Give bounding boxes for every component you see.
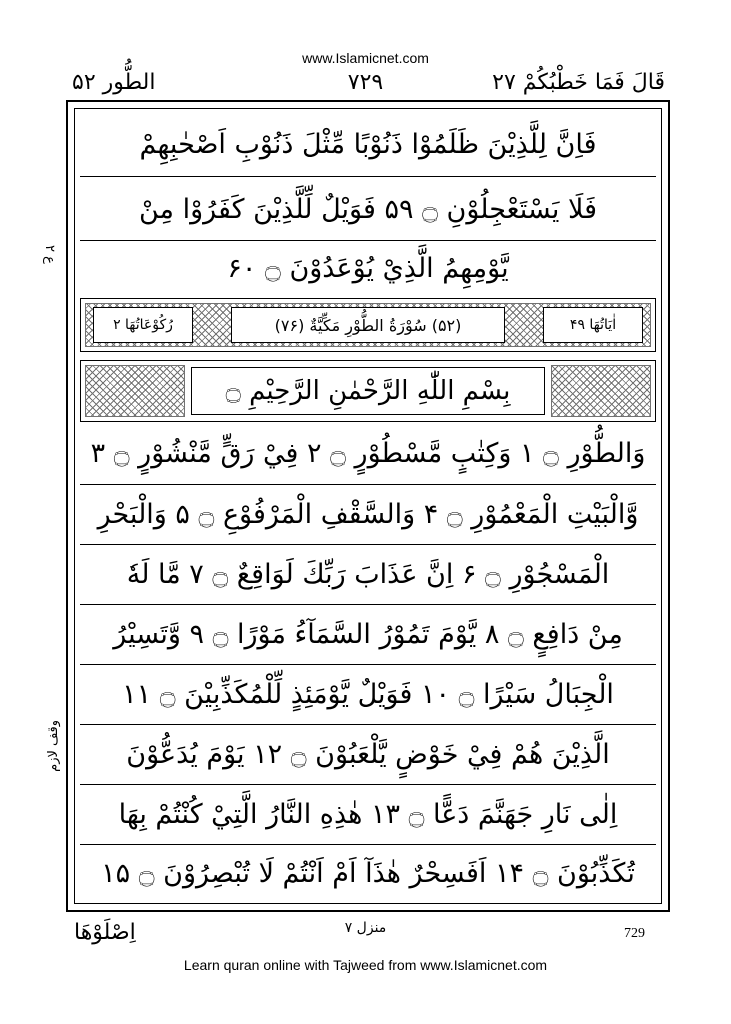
- verse-line: يَّوْمِهِمُ الَّذِيْ يُوْعَدُوْنَ ۝ ۶۰: [227, 252, 509, 284]
- verse-line: اِلٰى نَارِ جَهَنَّمَ دَعًّا ۝ ۱۳ هٰذِهِ النَّارُ الَّتِيْ كُنْتُمْ بِهَا: [118, 798, 618, 830]
- bismillah-banner: [80, 360, 656, 422]
- line-divider: [80, 724, 656, 725]
- verse-line: الْجِبَالُ سَيْرًا ۝ ۱۰ فَوَيْلٌ يَّوْمَئِذٍ لِّلْمُكَذِّبِيْنَ ۝ ۱۱: [122, 678, 614, 710]
- surah-title: (۵۲) سُوْرَةُ الطُّوْرِ مَكِّيَّةٌ (۷۶): [231, 307, 505, 343]
- line-divider: [80, 176, 656, 177]
- verse-line: الَّذِيْنَ هُمْ فِيْ خَوْضٍ يَّلْعَبُوْنَ ۝ ۱۲ يَوْمَ يُدَعُّوْنَ: [126, 738, 610, 770]
- ayat-count: اٰيَاتُهَا ۴۹: [543, 307, 643, 343]
- verse-line: الْمَسْجُوْرِ ۝ ۶ اِنَّ عَذَابَ رَبِّكَ لَوَاقِعٌ ۝ ۷ مَّا لَهٗ: [126, 558, 610, 590]
- site-url: www.Islamicnet.com: [302, 50, 429, 66]
- verse-line: وَّالْبَيْتِ الْمَعْمُوْرِ ۝ ۴ وَالسَّقْفِ الْمَرْفُوْعِ ۝ ۵ وَالْبَحْرِ: [97, 498, 639, 530]
- line-divider: [80, 844, 656, 845]
- verse-line: وَالطُّوْرِ ۝ ۱ وَكِتٰبٍ مَّسْطُوْرٍ ۝ ۲ فِيْ رَقٍّ مَّنْشُوْرٍ ۝ ۳: [90, 437, 646, 469]
- surah-header: الطُّور ۵۲: [72, 70, 156, 95]
- juz-header: قَالَ فَمَا خَطْبُكُمْ ۲۷: [492, 70, 665, 95]
- verse-line: فَاِنَّ لِلَّذِيْنَ ظَلَمُوْا ذَنُوْبًا مِّثْلَ ذَنُوْبِ اَصْحٰبِهِمْ: [139, 128, 597, 160]
- line-divider: [80, 484, 656, 485]
- ruku-count: رُكُوْعَاتُهَا ۲: [93, 307, 193, 343]
- catchword: اِصْلَوْهَا: [74, 920, 136, 945]
- waqf-margin-note: وقف لازم: [46, 720, 61, 772]
- ornament-left: [85, 365, 185, 417]
- line-divider: [80, 784, 656, 785]
- verse-line: مِنْ دَافِعٍ ۝ ۸ يَّوْمَ تَمُوْرُ السَّمَآءُ مَوْرًا ۝ ۹ وَّتَسِيْرُ: [113, 618, 623, 650]
- manzil-label: منزل ۷: [344, 920, 387, 936]
- page-number-header: ۷۲۹: [347, 70, 384, 95]
- line-divider: [80, 604, 656, 605]
- verse-line: تُكَذِّبُوْنَ ۝ ۱۴ اَفَسِحْرٌ هٰذَآ اَمْ اَنْتُمْ لَا تُبْصِرُوْنَ ۝ ۱۵: [101, 857, 635, 889]
- page-number: 729: [624, 926, 645, 941]
- ornament-right: [551, 365, 651, 417]
- ruku-margin-mark: ع ۲: [42, 245, 57, 264]
- surah-title-banner: [80, 298, 656, 352]
- line-divider: [80, 240, 656, 241]
- line-divider: [80, 544, 656, 545]
- footer-note: Learn quran online with Tajweed from www.Islamicnet.com: [183, 957, 548, 973]
- verse-line: فَلَا يَسْتَعْجِلُوْنِ ۝ ۵۹ فَوَيْلٌ لِّلَّذِيْنَ كَفَرُوْا مِنْ: [138, 193, 598, 225]
- bismillah-text: بِسْمِ اللّٰهِ الرَّحْمٰنِ الرَّحِيْمِ ۝: [191, 367, 545, 415]
- line-divider: [80, 664, 656, 665]
